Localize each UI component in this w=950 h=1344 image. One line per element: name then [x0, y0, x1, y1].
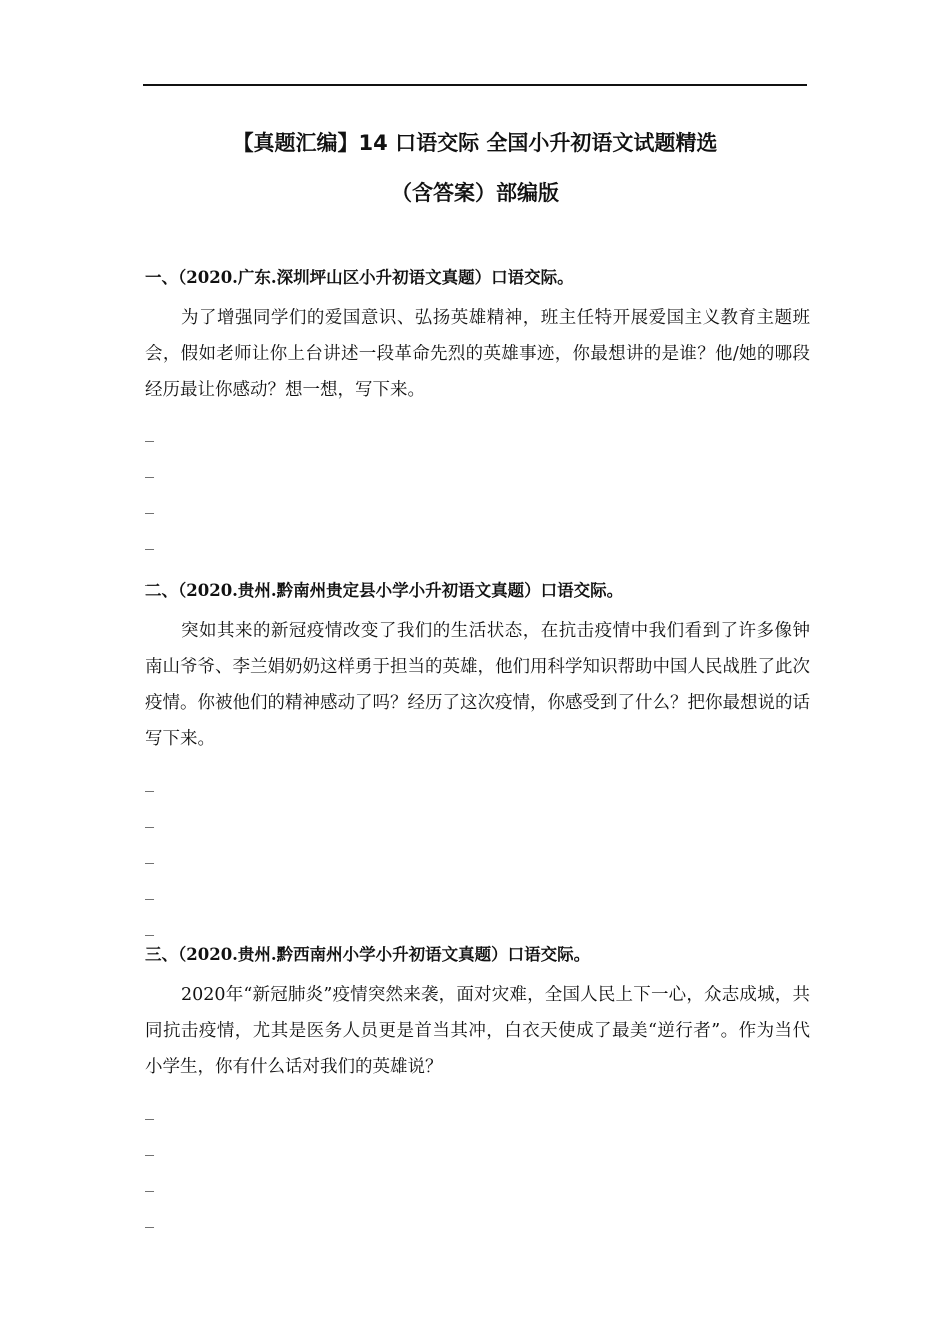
- question-prompt: 2020年“新冠肺炎”疫情突然来袭，面对灾难，全国人民上下一心，众志成城，共同抗击疫情，尤其是医务人员更是首当其冲，白衣天使成了最美“逆行者”。作为当代小学生，你有什么话对我们的英雄说？: [145, 985, 810, 1077]
- answer-line[interactable]: _: [145, 846, 155, 864]
- answer-line[interactable]: _: [145, 532, 155, 550]
- answer-line[interactable]: _: [145, 1102, 155, 1120]
- answer-line[interactable]: _: [145, 568, 155, 586]
- question-heading: 三、（2020.贵州.黔西南州小学小升初语文真题）口语交际。: [145, 945, 591, 964]
- answer-area: [145, 414, 810, 594]
- answer-area: [145, 1092, 810, 1236]
- question-3: [145, 943, 810, 1236]
- answer-line[interactable]: _: [145, 424, 155, 442]
- answer-line[interactable]: _: [145, 496, 155, 514]
- question-heading: 二、（2020.贵州.黔南州贵定县小学小升初语文真题）口语交际。: [145, 581, 624, 600]
- answer-line[interactable]: _: [145, 810, 155, 828]
- question-2: [145, 579, 810, 944]
- answer-line[interactable]: _: [145, 918, 155, 936]
- answer-area: [145, 764, 810, 944]
- answer-line[interactable]: _: [145, 1174, 155, 1192]
- document-title-line-2: （含答案）部编版: [391, 181, 559, 205]
- answer-line[interactable]: _: [145, 1210, 155, 1228]
- header-rule: [143, 84, 807, 86]
- answer-line[interactable]: _: [145, 774, 155, 792]
- question-1: [145, 266, 810, 594]
- answer-line[interactable]: _: [145, 460, 155, 478]
- question-prompt: 突如其来的新冠疫情改变了我们的生活状态，在抗击疫情中我们看到了许多像钟南山爷爷、李兰娟奶奶这样勇于担当的英雄，他们用科学知识帮助中国人民战胜了此次疫情。你被他们的精神感动了吗？经历了这次疫情，你感受到了什么？把你最想说的话写下来。: [145, 621, 810, 749]
- answer-line[interactable]: _: [145, 1138, 155, 1156]
- question-heading: 一、（2020.广东.深圳坪山区小升初语文真题）口语交际。: [145, 268, 574, 287]
- document-title-line-1: 【真题汇编】14 口语交际 全国小升初语文试题精选: [232, 131, 718, 155]
- answer-line[interactable]: _: [145, 882, 155, 900]
- question-prompt: 为了增强同学们的爱国意识、弘扬英雄精神，班主任特开展爱国主义教育主题班会，假如老师让你上台讲述一段革命先烈的英雄事迹，你最想讲的是谁？他/她的哪段经历最让你感动？想一想，写下来。: [145, 308, 810, 400]
